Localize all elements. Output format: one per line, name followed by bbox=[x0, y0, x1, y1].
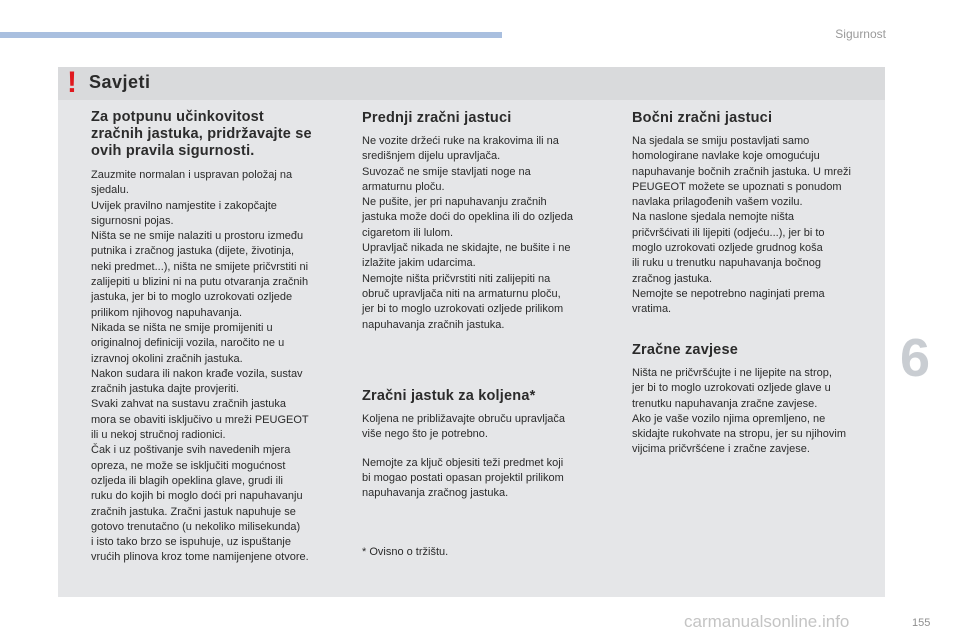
column-front-airbags bbox=[362, 109, 607, 333]
curtain-airbags-heading: Zračne zavjese bbox=[632, 342, 738, 358]
general-rules-heading: Za potpunu učinkovitost zračnih jastuka, pridržavajte se ovih pravila sigurnosti. bbox=[91, 109, 312, 159]
knee-airbag-heading: Zračni jastuk za koljena* bbox=[362, 388, 536, 404]
chapter-number: 6 bbox=[900, 328, 931, 388]
column-curtain-airbags bbox=[632, 341, 885, 458]
page-number: 155 bbox=[912, 617, 931, 629]
column-side-airbags bbox=[632, 109, 885, 318]
panel-header bbox=[58, 67, 885, 100]
front-airbags-text: Ne vozite držeći ruke na krakovima ili na središnjem dijelu upravljača. Suvozač ne smije stavljati noge na armaturnu ploču. Ne pušite, jer pri napuhavanju zračnih jastuka može doći do opeklina ili do ozljeda cigaretom ili lulom. Upravljač nikada ne skidajte, ne bušite i ne izlažite jakim udarcima. Nemojte ništa pričvrstiti niti zalijepiti na obruč upravljača niti na armaturnu ploču, jer bi to moglo uzrokovati ozljede prilikom napuhavanja zračnih jastuka. bbox=[362, 135, 573, 331]
tips-panel bbox=[58, 67, 885, 597]
column-general-rules bbox=[91, 109, 339, 566]
column-knee-airbag bbox=[362, 387, 607, 561]
footnote: * Ovisno o tržištu. bbox=[362, 546, 449, 559]
panel-title: Savjeti bbox=[89, 72, 151, 92]
knee-airbag-text-1: Koljena ne približavajte obruču upravljača više nego što je potrebno. bbox=[362, 413, 566, 441]
watermark-text: carmanualsonline.info bbox=[684, 612, 850, 631]
knee-airbag-text-2: Nemojte za ključ objesiti teži predmet koji bi mogao postati opasan projektil prilikom napuhavanja zračnog jastuka. bbox=[362, 456, 564, 500]
general-rules-text: Zauzmite normalan i uspravan položaj na sjedalu. Uvijek pravilno namjestite i zakopčajte sigurnosni pojas. Ništa se ne smije nalaziti u prostoru između putnika i zračnog jastuka (dijete, životinja, neki predmet...), ništa ne smijete pričvrstiti ni zalijepiti u blizini ni na putu otvaranja zračnih jastuka, jer bi to moglo uzrokovati ozljede prilikom njihovog napuhavanja. Nikada se ništa ne smije promijeniti u originalnoj definiciji vozila, naročito ne u izravnoj okolini zračnih jastuka. Nakon sudara ili nakon krađe vozila, sustav zračnih jastuka dajte provjeriti. Svaki zahvat na sustavu zračnih jastuka mora se obaviti isključivo u mreži PEUGEOT ili u nekoj stručnoj radionici. Čak i uz poštivanje svih navedenih mjera opreza, ne može se isključiti mogućnost ozljeda ili blagih opeklina glave, grudi ili ruku do kojih bi moglo doći pri napuhavanju zračnih jastuka. Zračni jastuk napuhuje se gotovo trenutačno (u nekoliko milisekunda) i isto tako brzo se ispuhuje, uz ispuštanje vrućih plinova kroz tome namijenjene otvore. bbox=[91, 169, 309, 564]
section-title: Sigurnost bbox=[835, 27, 886, 41]
curtain-airbags-text: Ništa ne pričvršćujte i ne lijepite na strop, jer bi to moglo uzrokovati ozljede glave u trenutku napuhavanja zračne zavjese. Ako je vaše vozilo njima opremljeno, ne skidajte rukohvate na stropu, jer su njihovim vijcima pričvršćene i zračne zavjese. bbox=[632, 367, 846, 456]
side-airbags-text: Na sjedala se smiju postavljati samo homologirane navlake koje omogućuju napuhavanje bočnih zračnih jastuka. U mreži PEUGEOT možete se upoznati s ponudom navlaka prilagođenih vašem vozilu. Na naslone sjedala nemojte ništa pričvršćivati ili lijepiti (odjeću...), jer bi to moglo uzrokovati ozljede grudnog koša ili ruku u trenutku napuhavanja bočnog zračnog jastuka. Nemojte se nepotrebno naginjati prema vratima. bbox=[632, 135, 851, 316]
front-airbags-heading: Prednji zračni jastuci bbox=[362, 110, 512, 126]
warning-exclamation-icon: ! bbox=[67, 66, 77, 99]
top-accent-bar bbox=[0, 32, 502, 38]
side-airbags-heading: Bočni zračni jastuci bbox=[632, 110, 773, 126]
